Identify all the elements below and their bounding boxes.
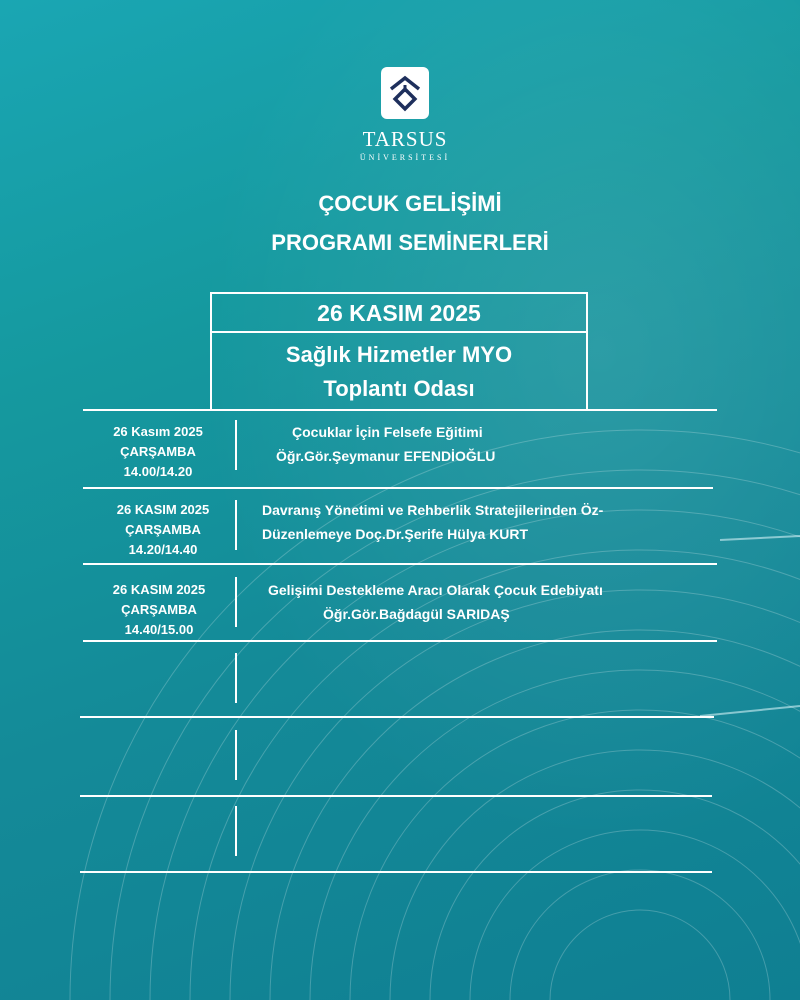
session-day: ÇARŞAMBA	[125, 522, 201, 537]
table-row-date-cell	[84, 580, 234, 640]
event-place-line2: Toplantı Odası	[323, 376, 475, 401]
event-header-box	[210, 292, 588, 409]
table-column-divider	[235, 577, 237, 627]
table-row-date-cell	[83, 422, 233, 482]
session-topic-title: Davranış Yönetimi ve Rehberlik Stratejilerinden Öz-	[262, 502, 604, 518]
tarsus-university-logo-icon	[389, 75, 421, 113]
table-row-divider	[80, 795, 712, 797]
table-column-divider	[235, 420, 237, 470]
session-speaker: Öğr.Gör.Şeymanur EFENDİOĞLU	[276, 448, 496, 464]
session-speaker: Öğr.Gör.Bağdagül SARIDAŞ	[323, 606, 510, 622]
session-date: 26 KASIM 2025	[112, 582, 206, 597]
session-day: ÇARŞAMBA	[120, 444, 196, 459]
brand-name: TARSUS	[362, 127, 448, 151]
session-topic-title: Çocuklar İçin Felsefe Eğitimi	[292, 424, 483, 440]
table-column-divider	[235, 730, 237, 780]
table-row-divider	[83, 640, 717, 642]
page-title-line1: ÇOCUK GELİŞİMİ	[318, 191, 502, 216]
event-place-line1: Sağlık Hizmetler MYO	[285, 342, 513, 367]
session-day: ÇARŞAMBA	[121, 602, 197, 617]
table-row-divider	[83, 563, 717, 565]
header-divider	[212, 331, 586, 333]
table-row-divider	[80, 716, 714, 718]
table-row-divider	[80, 871, 712, 873]
table-row-divider	[83, 409, 717, 411]
table-row-divider	[83, 487, 713, 489]
page-title-line2: PROGRAMI SEMİNERLERİ	[271, 230, 549, 255]
table-column-divider	[235, 653, 237, 703]
session-date: 26 Kasım 2025	[113, 424, 203, 439]
event-date: 26 KASIM 2025	[317, 300, 481, 326]
table-row-date-cell	[88, 500, 238, 560]
session-time: 14.20/14.40	[128, 542, 198, 557]
session-topic-title: Gelişimi Destekleme Aracı Olarak Çocuk Edebiyatı	[268, 582, 603, 598]
brand-subtitle: ÜNİVERSİTESİ	[359, 153, 451, 162]
session-speaker: Düzenlemeye Doç.Dr.Şerife Hülya KURT	[262, 526, 529, 542]
event-place	[212, 338, 586, 406]
session-date: 26 KASIM 2025	[116, 502, 210, 517]
session-time: 14.40/15.00	[124, 622, 194, 637]
session-time: 14.00/14.20	[123, 464, 193, 479]
logo	[381, 67, 429, 119]
table-column-divider	[235, 806, 237, 856]
